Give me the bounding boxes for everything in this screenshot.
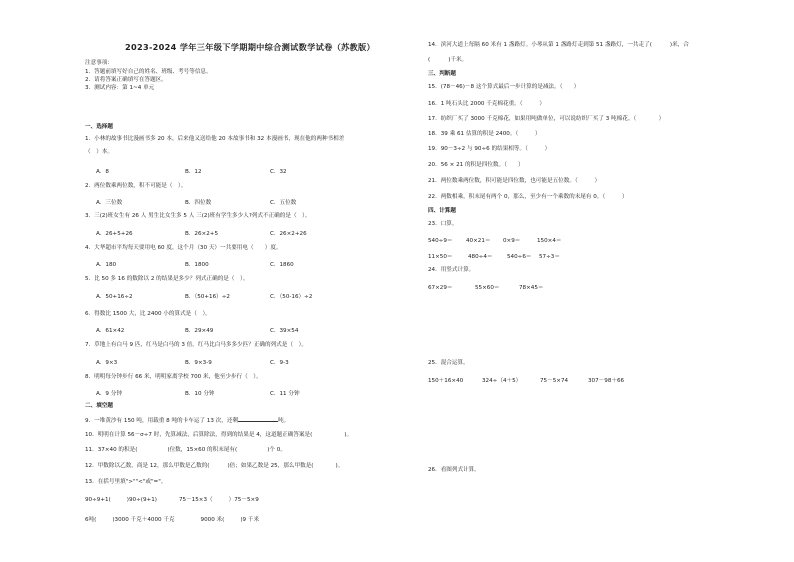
section-judge-heading: 三、判断题 [428, 71, 456, 77]
compare-row [85, 517, 259, 524]
option-a: A．61×42 [96, 328, 125, 334]
question-11 [85, 447, 286, 454]
question-19: 19．90－3÷2 与 90÷6 的结果相等。（ ） [428, 146, 551, 152]
option-a: A．50+16÷2 [96, 294, 133, 300]
oral-item: 540÷6＝ [507, 254, 532, 260]
question-26: 26．看图列式计算。 [428, 467, 480, 473]
option-b: B．1800 [185, 262, 209, 268]
question-22: 22．两数相乘，积末尾有两个 0，那么，至少有一个乘数的末尾有 0。（ ） [428, 194, 628, 200]
option-c: C．五位数 [270, 200, 297, 206]
question-14-cont [428, 57, 467, 64]
mixed-item: 324÷（4＋5） [482, 378, 522, 384]
vertical-item: 67×29＝ [428, 285, 453, 291]
option-a: A．8 [96, 169, 109, 175]
question-text: )。 [335, 463, 344, 469]
question-16: 16．1 吨石头比 2000 千克棉花重。（ ） [428, 101, 545, 107]
option-b: B．26×2+5 [185, 231, 219, 237]
option-c: C．（50-16）÷2 [270, 294, 313, 300]
option-b: B．四位数 [185, 200, 212, 206]
question-text: 10．明明在计算 56－σ÷7 时，先算减法，后算除法，得到的结果是 4，这道题正确答案是( [85, 432, 313, 438]
question-text: )米，合 [669, 42, 689, 48]
question-text: 14．滨河大道上每隔 60 米有 1 盏路灯。小琴从第 1 盏路灯走到第 51 盏路灯，一共走了( [428, 42, 652, 48]
option-b: B．（50+16）÷2 [185, 294, 230, 300]
question-text: )个 0。 [267, 447, 286, 453]
mixed-item: 75－5×74 [540, 378, 569, 384]
oral-item: 11×50＝ [428, 254, 453, 260]
oral-item: 480÷4＝ [468, 254, 493, 260]
page-title: 2023-2024 学年三年级下学期期中综合测试数学试卷（苏教版） [124, 42, 376, 52]
section-fill-heading: 二、填空题 [85, 403, 113, 409]
question-6: 6．得数比 1500 大，比 2400 小的算式是（ ）。 [85, 311, 211, 317]
question-text: ( [428, 57, 431, 63]
mixed-item: 307－98＋66 [588, 378, 625, 384]
question-text: 9．一堆黄沙有 150 吨，用载重 8 吨的卡车运了 13 次，还剩 [85, 418, 239, 424]
mixed-item: 150＋16×40 [428, 378, 464, 384]
option-c: C．32 [270, 169, 287, 175]
question-21: 21．两位数乘两位数，积可能是四位数，也可能是五位数。（ ） [428, 178, 601, 184]
question-12 [85, 463, 343, 470]
option-a: A．9 分钟 [96, 391, 122, 397]
question-text: 75－15×3（ [178, 497, 213, 503]
question-text: 6吨( [85, 517, 97, 523]
question-text: )倍；如果乙数是 25，那么甲数是( [227, 463, 314, 469]
question-23: 23．口算。 [428, 221, 458, 227]
question-3: 3．三(2)班女生有 26 人 男生比女生多 5 人 三(2)班有学生多少人?列式不正确的是（ ）。 [85, 213, 311, 219]
question-text: )3000 千克＋4000 千克 [112, 517, 175, 523]
question-text: 12．甲数除以乙数，商是 12，那么甲数是乙数的( [85, 463, 210, 469]
vertical-item: 55×60＝ [475, 285, 500, 291]
notice-item: 2．请将答案正确填写在答题区。 [85, 77, 167, 83]
oral-item: 40×21＝ [466, 238, 491, 244]
option-b: B．9×3-9 [185, 360, 212, 366]
question-10 [85, 432, 352, 439]
question-4: 4．大华超市平均每天要用电 60 度，这个月（30 天）一共要用电（ ）度。 [85, 245, 282, 251]
question-5: 5．比 50 多 16 的数除以 2 的结果是多少？列式正确的是（ ）。 [85, 276, 249, 282]
notice-item: 3．测试内容：第 1~4 单元 [85, 85, 155, 91]
vertical-item: 78×45＝ [519, 285, 544, 291]
question-7: 7．草地上有白马 9 匹，红马是白马的 3 倍。红马比白马多多少匹？正确的列式是（ ）。 [85, 342, 307, 348]
option-c: C．39×54 [270, 328, 299, 334]
notice-item: 1．答题前填写好自己的姓名、班级、考号等信息。 [85, 69, 212, 75]
option-c: C．9-3 [270, 360, 289, 366]
question-2: 2．两位数乘两位数，积不可能是（ ）。 [85, 183, 187, 189]
oral-item: 57÷3＝ [539, 254, 560, 260]
question-text: )。 [344, 432, 353, 438]
option-c: C．26×2+26 [270, 231, 307, 237]
question-15: 15．(78－46)－8 这个算式最后一步计算的是减法。（ ） [428, 84, 580, 90]
question-25: 25．混合运算。 [428, 360, 469, 366]
option-a: A．三位数 [96, 200, 123, 206]
question-text: 9000 米( [200, 517, 225, 523]
question-13: 13．在括号里填">""<"或"="。 [85, 479, 167, 485]
question-24: 24．用竖式计算。 [428, 267, 475, 273]
question-text: )9 千米 [240, 517, 260, 523]
question-18: 18．39 乘 61 估算的积是 2400。（ ） [428, 131, 541, 137]
option-c: C．11 分钟 [270, 391, 300, 397]
question-1-cont: （ ）本。 [85, 149, 113, 155]
question-text: 吨。 [278, 418, 290, 424]
notice-heading: 注意事项： [85, 60, 113, 66]
question-9 [85, 416, 289, 425]
question-text: ）75－5×9 [228, 497, 259, 503]
question-text: 11．37×40 的积是( [85, 447, 138, 453]
question-8: 8．明明每分钟步行 66 米，明明家离学校 700 米，他至少步行（ ）。 [85, 374, 262, 380]
oral-item: 0×9＝ [503, 238, 521, 244]
question-text: )90÷(9+1) [126, 497, 157, 503]
oral-item: 150×4＝ [537, 238, 562, 244]
compare-row [85, 497, 259, 504]
answer-blank[interactable] [238, 416, 278, 422]
option-a: A．26+5+26 [96, 231, 133, 237]
option-c: C．1860 [270, 262, 294, 268]
question-20: 20．56 × 21 的积是四位数。（ ） [428, 162, 524, 168]
question-text: 90÷9+1( [85, 497, 111, 503]
option-b: B．10 分钟 [185, 391, 215, 397]
question-text: )千米。 [448, 57, 468, 63]
question-text: )位数，15×60 的积末尾有( [167, 447, 238, 453]
option-b: B．12 [185, 169, 202, 175]
section-choice-heading: 一、选择题 [85, 124, 113, 130]
option-a: A．180 [96, 262, 117, 268]
section-calc-heading: 四、计算题 [428, 208, 456, 214]
oral-item: 540÷9＝ [428, 238, 453, 244]
question-14 [428, 42, 689, 49]
question-17: 17．纺织厂买了 3000 千克棉花，如果用吨做单位，可以说纺织厂买了 3 吨棉花。（ ） [428, 116, 665, 122]
option-b: B．29×49 [185, 328, 214, 334]
question-1: 1．小林的故事书比漫画书多 20 本，后来他又送给他 20 本故事书和 32 本漫画书，现在他的两种书相差 [85, 136, 345, 142]
option-a: A．9×3 [96, 360, 118, 366]
